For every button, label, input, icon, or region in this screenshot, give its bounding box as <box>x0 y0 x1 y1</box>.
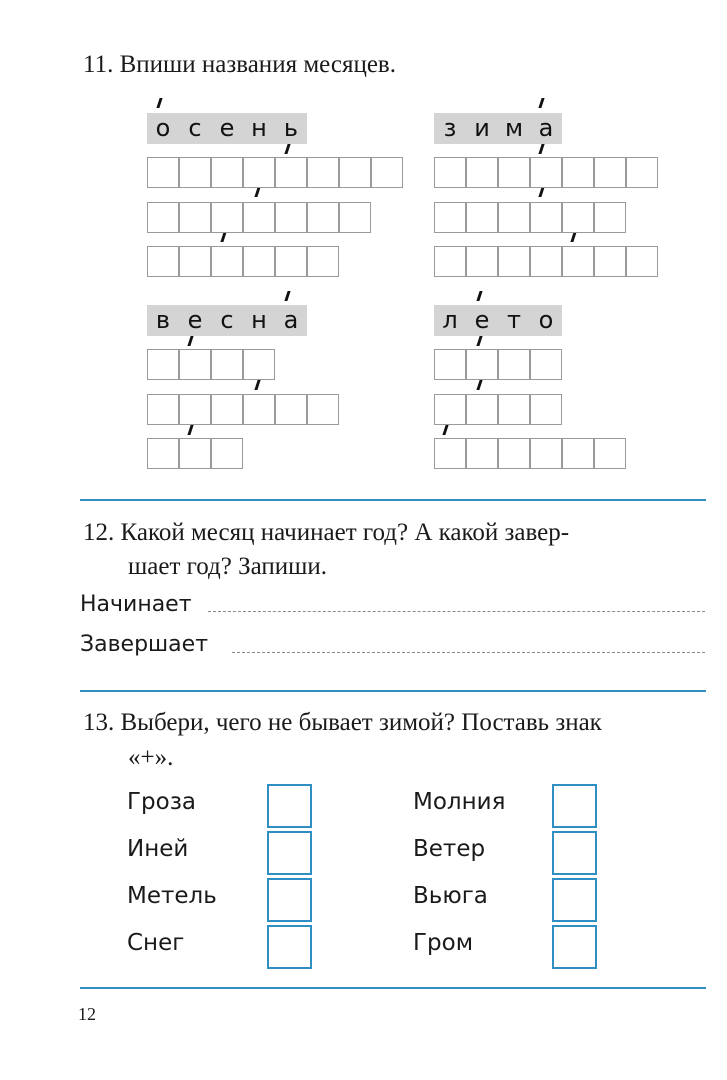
answer-cell[interactable] <box>339 202 371 233</box>
task-12-heading <box>83 516 569 550</box>
task-13-heading <box>83 706 602 740</box>
stress-mark <box>442 425 448 435</box>
stress-mark <box>187 425 193 435</box>
option-label: Снег <box>127 930 185 956</box>
answer-cell[interactable] <box>211 246 243 277</box>
answer-cell[interactable] <box>211 349 243 380</box>
stress-mark <box>284 144 290 154</box>
answer-cell[interactable] <box>147 438 179 469</box>
ends-label: Завершает <box>80 632 209 657</box>
answer-cell[interactable] <box>626 157 658 188</box>
answer-cell[interactable] <box>434 349 466 380</box>
answer-cell[interactable] <box>626 246 658 277</box>
answer-cell[interactable] <box>498 157 530 188</box>
letter-cell: с <box>179 113 211 144</box>
section-divider <box>80 987 706 989</box>
letter-cell: и <box>466 113 498 144</box>
stress-mark <box>220 232 226 242</box>
answer-cell[interactable] <box>243 157 275 188</box>
answer-cell[interactable] <box>179 438 211 469</box>
answer-cell[interactable] <box>434 394 466 425</box>
answer-cell[interactable] <box>498 202 530 233</box>
answer-cell[interactable] <box>147 349 179 380</box>
answer-cell[interactable] <box>530 349 562 380</box>
ends-answer-line[interactable] <box>232 652 705 653</box>
section-divider <box>80 690 706 692</box>
answer-cell[interactable] <box>562 202 594 233</box>
answer-cell[interactable] <box>211 394 243 425</box>
letter-cell: е <box>179 305 211 336</box>
answer-cell[interactable] <box>594 157 626 188</box>
answer-cell[interactable] <box>307 246 339 277</box>
option-label: Молния <box>413 789 506 815</box>
page-number: 12 <box>78 1004 96 1024</box>
answer-cell[interactable] <box>179 349 211 380</box>
stress-mark <box>476 291 482 301</box>
starts-label: Начинает <box>80 592 192 617</box>
answer-cell[interactable] <box>562 246 594 277</box>
answer-checkbox[interactable] <box>552 925 597 969</box>
answer-cell[interactable] <box>498 246 530 277</box>
letter-cell: с <box>211 305 243 336</box>
letter-cell: н <box>243 113 275 144</box>
letter-cell: в <box>147 305 179 336</box>
answer-cell[interactable] <box>466 246 498 277</box>
answer-checkbox[interactable] <box>552 878 597 922</box>
answer-cell[interactable] <box>147 202 179 233</box>
answer-cell[interactable] <box>498 438 530 469</box>
task-12-line1: Какой месяц начинает год? А какой завер- <box>120 519 570 546</box>
answer-cell[interactable] <box>243 246 275 277</box>
option-label: Вьюга <box>413 883 488 909</box>
stress-mark <box>187 336 193 346</box>
task-12-number: 12. <box>83 519 115 546</box>
answer-cell[interactable] <box>466 438 498 469</box>
answer-cell[interactable] <box>466 349 498 380</box>
answer-cell[interactable] <box>594 202 626 233</box>
answer-cell[interactable] <box>530 157 562 188</box>
answer-cell[interactable] <box>243 394 275 425</box>
task-13-line1: Выбери, чего не бывает зимой? Поставь знак <box>120 709 602 736</box>
stress-mark <box>284 291 290 301</box>
answer-checkbox[interactable] <box>552 831 597 875</box>
answer-cell[interactable] <box>434 202 466 233</box>
answer-cell[interactable] <box>498 349 530 380</box>
stress-mark <box>476 380 482 390</box>
answer-cell[interactable] <box>466 394 498 425</box>
letter-cell: т <box>498 305 530 336</box>
answer-cell[interactable] <box>594 438 626 469</box>
letter-cell: е <box>466 305 498 336</box>
option-label: Гром <box>413 930 474 956</box>
stress-mark <box>538 187 544 197</box>
stress-mark <box>156 98 162 108</box>
letter-cell: н <box>243 305 275 336</box>
answer-cell[interactable] <box>211 438 243 469</box>
task-11-number: 11. <box>83 51 114 78</box>
letter-cell: ь <box>275 113 307 144</box>
answer-checkbox[interactable] <box>267 784 312 828</box>
letter-cell: а <box>530 113 562 144</box>
letter-cell: з <box>434 113 466 144</box>
answer-cell[interactable] <box>275 394 307 425</box>
section-divider <box>80 499 706 501</box>
answer-cell[interactable] <box>530 394 562 425</box>
stress-mark <box>476 336 482 346</box>
answer-cell[interactable] <box>530 246 562 277</box>
stress-mark <box>538 144 544 154</box>
answer-cell[interactable] <box>275 202 307 233</box>
task-11-title: Впиши названия месяцев. <box>119 51 396 78</box>
answer-cell[interactable] <box>179 157 211 188</box>
option-label: Иней <box>127 836 189 862</box>
letter-cell: о <box>530 305 562 336</box>
answer-cell[interactable] <box>211 157 243 188</box>
answer-cell[interactable] <box>434 157 466 188</box>
answer-cell[interactable] <box>179 394 211 425</box>
answer-cell[interactable] <box>434 246 466 277</box>
answer-cell[interactable] <box>562 438 594 469</box>
answer-cell[interactable] <box>243 202 275 233</box>
option-label: Гроза <box>127 789 197 815</box>
letter-cell: а <box>275 305 307 336</box>
answer-cell[interactable] <box>530 438 562 469</box>
answer-cell[interactable] <box>179 202 211 233</box>
task-12-line2: шает год? Запиши. <box>128 553 328 580</box>
answer-cell[interactable] <box>211 202 243 233</box>
answer-checkbox[interactable] <box>552 784 597 828</box>
stress-mark <box>570 232 576 242</box>
answer-cell[interactable] <box>179 246 211 277</box>
starts-answer-line[interactable] <box>208 611 705 612</box>
answer-cell[interactable] <box>307 394 339 425</box>
answer-cell[interactable] <box>434 438 466 469</box>
answer-checkbox[interactable] <box>267 831 312 875</box>
answer-cell[interactable] <box>275 157 307 188</box>
stress-mark <box>538 98 544 108</box>
stress-mark <box>254 187 260 197</box>
answer-cell[interactable] <box>307 202 339 233</box>
task-13-line2: «+». <box>128 744 174 771</box>
letter-cell: о <box>147 113 179 144</box>
letter-cell: м <box>498 113 530 144</box>
stress-mark <box>254 380 260 390</box>
answer-cell[interactable] <box>530 202 562 233</box>
answer-cell[interactable] <box>275 246 307 277</box>
answer-cell[interactable] <box>339 157 371 188</box>
task-11-heading <box>83 48 396 82</box>
option-label: Метель <box>127 883 217 909</box>
answer-cell[interactable] <box>498 394 530 425</box>
answer-checkbox[interactable] <box>267 925 312 969</box>
task-13-number: 13. <box>83 709 115 736</box>
letter-cell: е <box>211 113 243 144</box>
option-label: Ветер <box>413 836 486 862</box>
answer-cell[interactable] <box>243 349 275 380</box>
answer-cell[interactable] <box>307 157 339 188</box>
letter-cell: л <box>434 305 466 336</box>
answer-cell[interactable] <box>562 157 594 188</box>
answer-cell[interactable] <box>371 157 403 188</box>
answer-cell[interactable] <box>594 246 626 277</box>
answer-cell[interactable] <box>147 157 179 188</box>
answer-cell[interactable] <box>466 202 498 233</box>
answer-cell[interactable] <box>147 394 179 425</box>
answer-cell[interactable] <box>147 246 179 277</box>
answer-checkbox[interactable] <box>267 878 312 922</box>
answer-cell[interactable] <box>466 157 498 188</box>
